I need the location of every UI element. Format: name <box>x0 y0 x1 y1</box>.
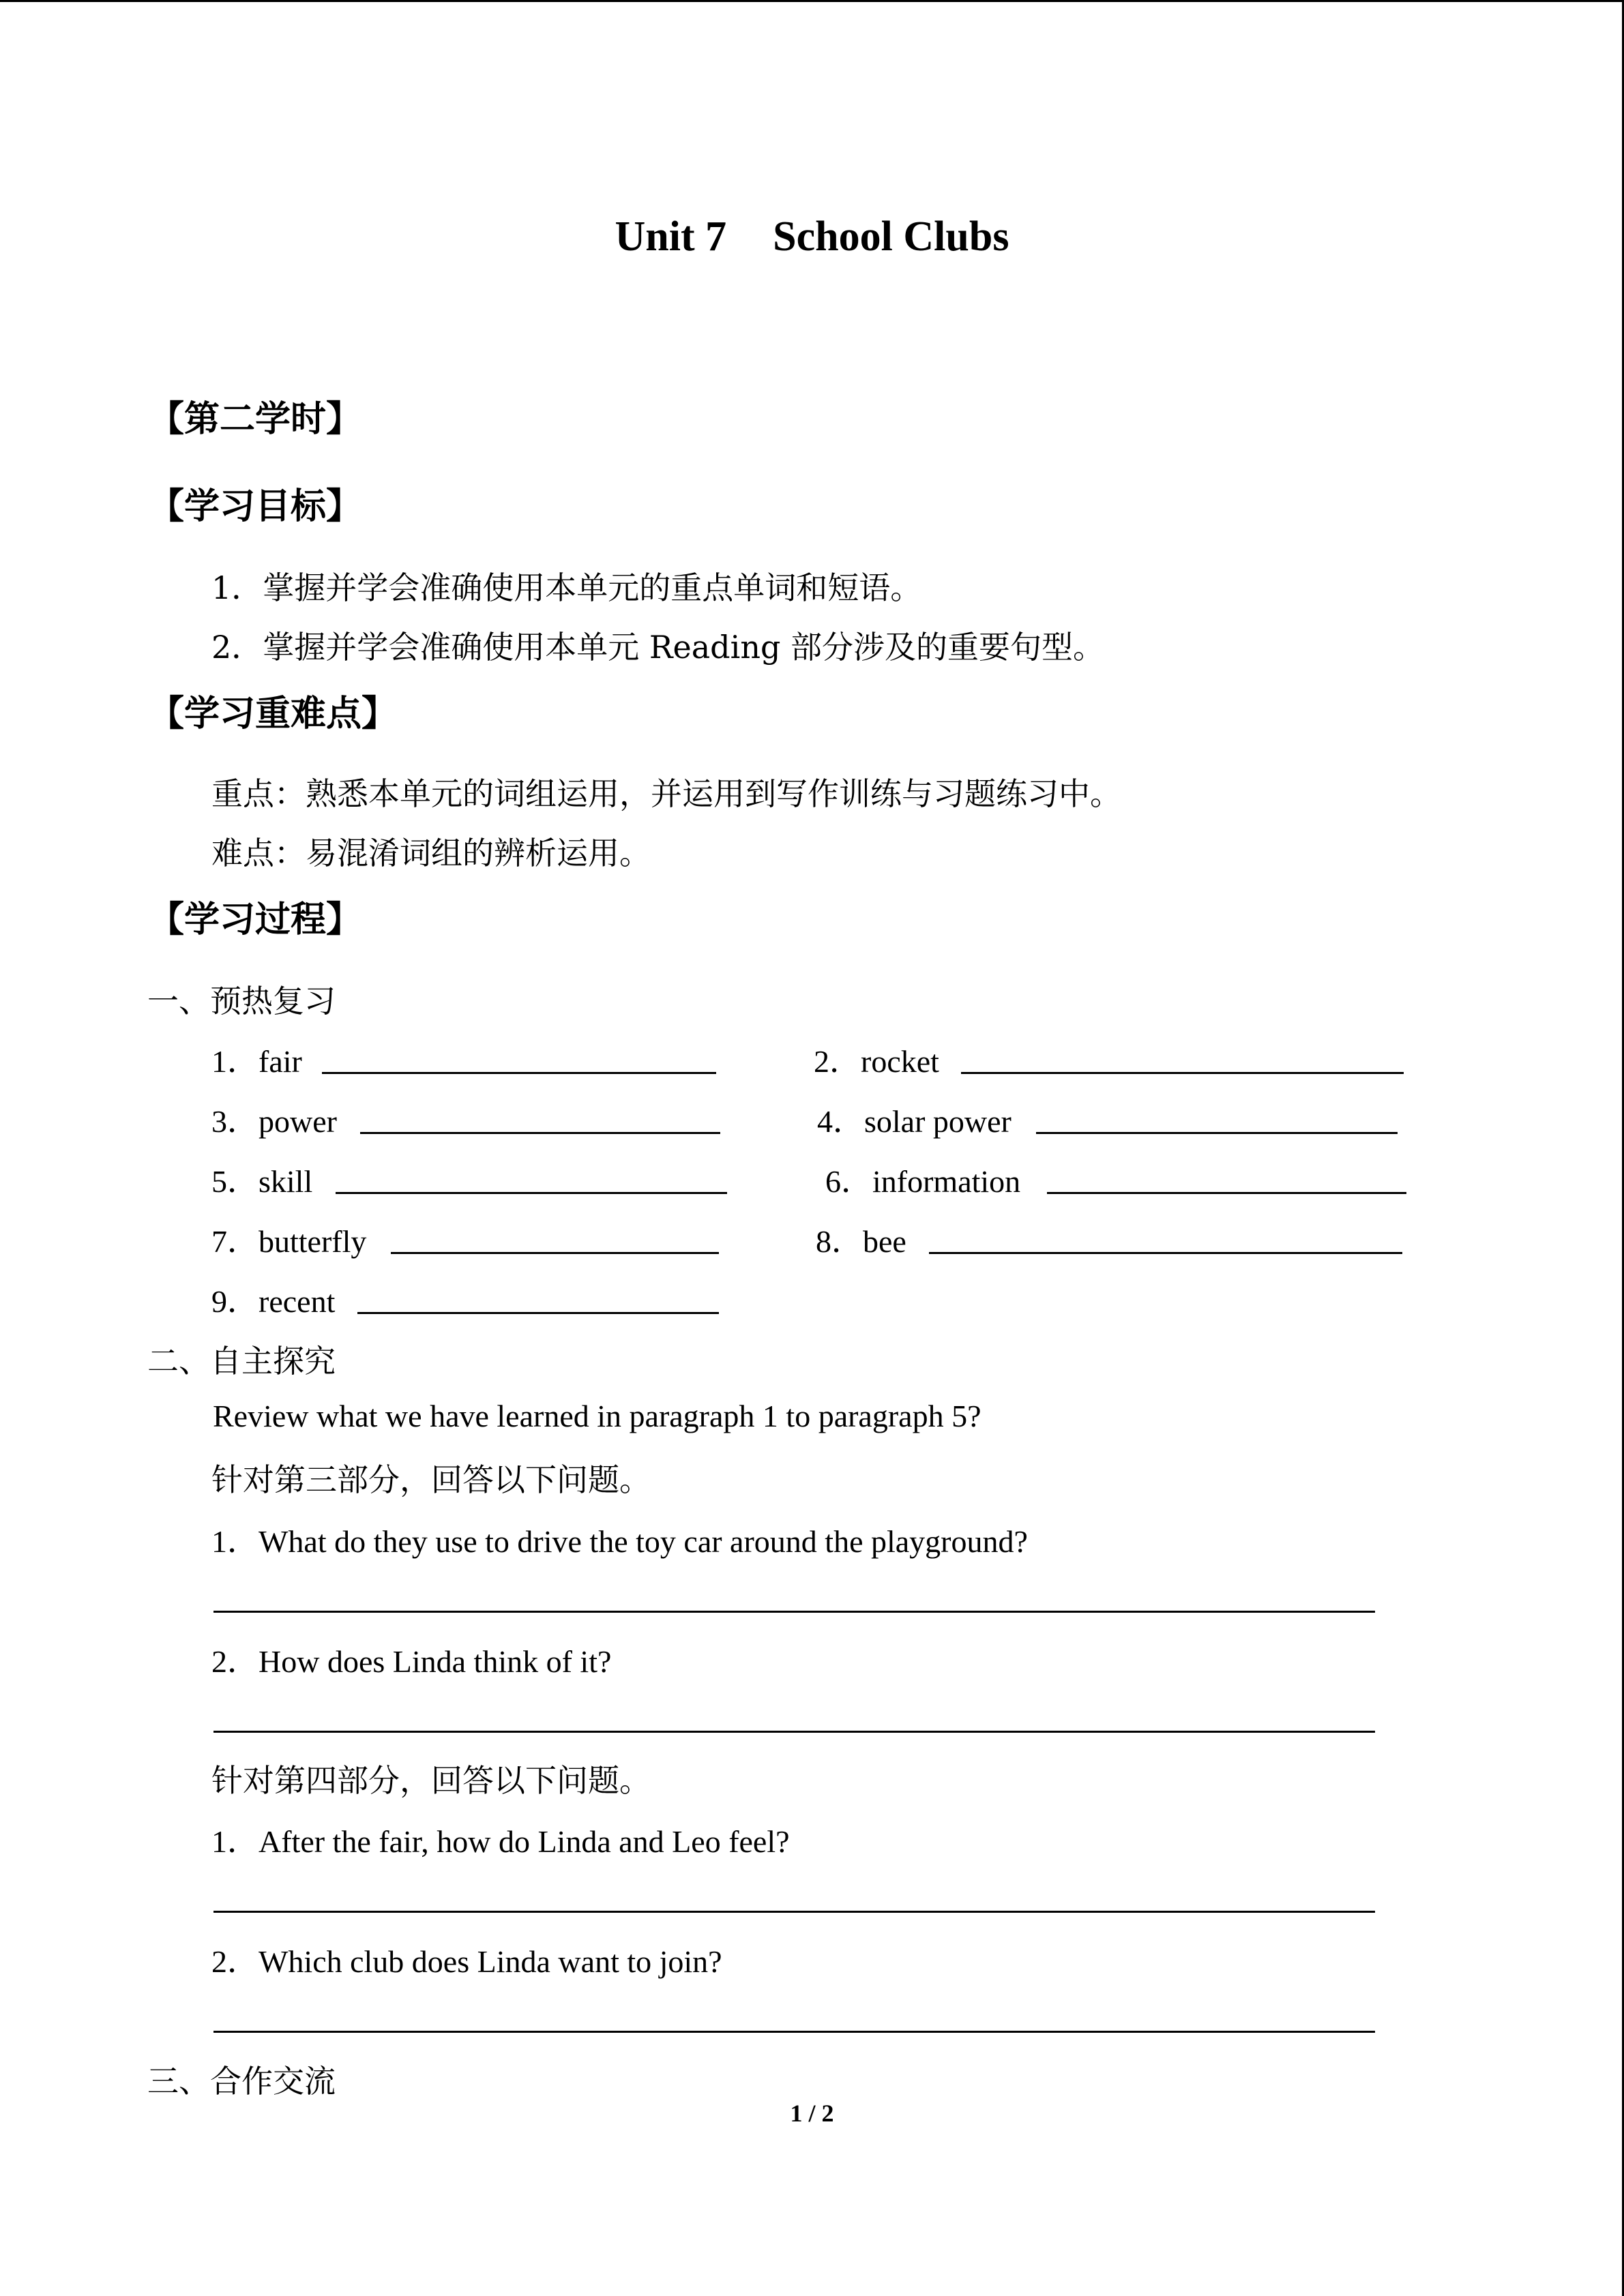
objective-item: 2．掌握并学会准确使用本单元 Reading 部分涉及的重要句型。 <box>211 629 1105 666</box>
vocab-item <box>817 1097 1012 1142</box>
part3-prompt: 针对第三部分，回答以下问题。 <box>211 1461 651 1498</box>
objective-item: 1．掌握并学会准确使用本单元的重点单词和短语。 <box>211 569 922 606</box>
key-point-focus: 重点：熟悉本单元的词组运用，并运用到写作训练与习题练习中。 <box>211 775 1121 812</box>
vocab-word: 8．bee <box>816 1224 906 1259</box>
vocab-item <box>211 1217 366 1262</box>
vocab-item <box>816 1217 906 1262</box>
vocab-item <box>825 1157 1020 1202</box>
question-item: 2．Which club does Linda want to join? <box>211 1944 722 1979</box>
vocab-item <box>211 1277 335 1322</box>
page-number: 1 / 2 <box>790 2100 834 2127</box>
vocab-word: 7．butterfly <box>211 1224 367 1259</box>
heading-process: 【学习过程】 <box>149 899 362 940</box>
heading-key-points: 【学习重难点】 <box>149 694 398 734</box>
part4-prompt: 针对第四部分，回答以下问题。 <box>211 1762 651 1799</box>
vocab-blank[interactable] <box>929 1252 1402 1254</box>
vocab-item <box>211 1097 337 1142</box>
vocab-blank[interactable] <box>336 1192 727 1194</box>
question-item: 1．What do they use to drive the toy car around the playground? <box>211 1524 1028 1559</box>
vocab-blank[interactable] <box>357 1312 719 1314</box>
heading-period: 【第二学时】 <box>149 399 362 440</box>
section1-label: 一、预热复习 <box>147 983 336 1019</box>
section2-intro: Review what we have learned in paragraph 1 to paragraph 5? <box>213 1399 981 1433</box>
answer-line[interactable] <box>213 1731 1375 1733</box>
question-item: 2．How does Linda think of it? <box>211 1644 612 1679</box>
vocab-word: 1．fair <box>211 1044 302 1079</box>
vocab-word: 9．recent <box>211 1284 336 1319</box>
title-unit: Unit 7 <box>615 213 727 260</box>
vocab-word: 4．solar power <box>817 1104 1012 1139</box>
section3-label: 三、合作交流 <box>147 2063 336 2100</box>
title-name: School Clubs <box>773 213 1009 260</box>
answer-line[interactable] <box>213 1911 1375 1913</box>
vocab-blank[interactable] <box>1047 1192 1406 1194</box>
vocab-item <box>814 1037 939 1082</box>
vocab-word: 3．power <box>211 1104 337 1139</box>
vocab-item <box>211 1037 302 1082</box>
page-title <box>0 213 1624 261</box>
vocab-word: 2．rocket <box>814 1044 939 1079</box>
answer-line[interactable] <box>213 1611 1375 1613</box>
vocab-word: 5．skill <box>211 1164 313 1199</box>
answer-line[interactable] <box>213 2031 1375 2033</box>
vocab-item <box>211 1157 312 1202</box>
question-item: 1．After the fair, how do Linda and Leo feel? <box>211 1824 790 1859</box>
vocab-blank[interactable] <box>1036 1132 1398 1134</box>
vocab-blank[interactable] <box>322 1072 716 1074</box>
vocab-blank[interactable] <box>961 1072 1404 1074</box>
key-point-difficulty: 难点：易混淆词组的辨析运用。 <box>211 835 651 871</box>
vocab-blank[interactable] <box>360 1132 720 1134</box>
heading-objectives: 【学习目标】 <box>149 486 362 527</box>
section2-label: 二、自主探究 <box>147 1343 336 1380</box>
vocab-blank[interactable] <box>391 1252 719 1254</box>
vocab-word: 6．information <box>825 1164 1021 1199</box>
